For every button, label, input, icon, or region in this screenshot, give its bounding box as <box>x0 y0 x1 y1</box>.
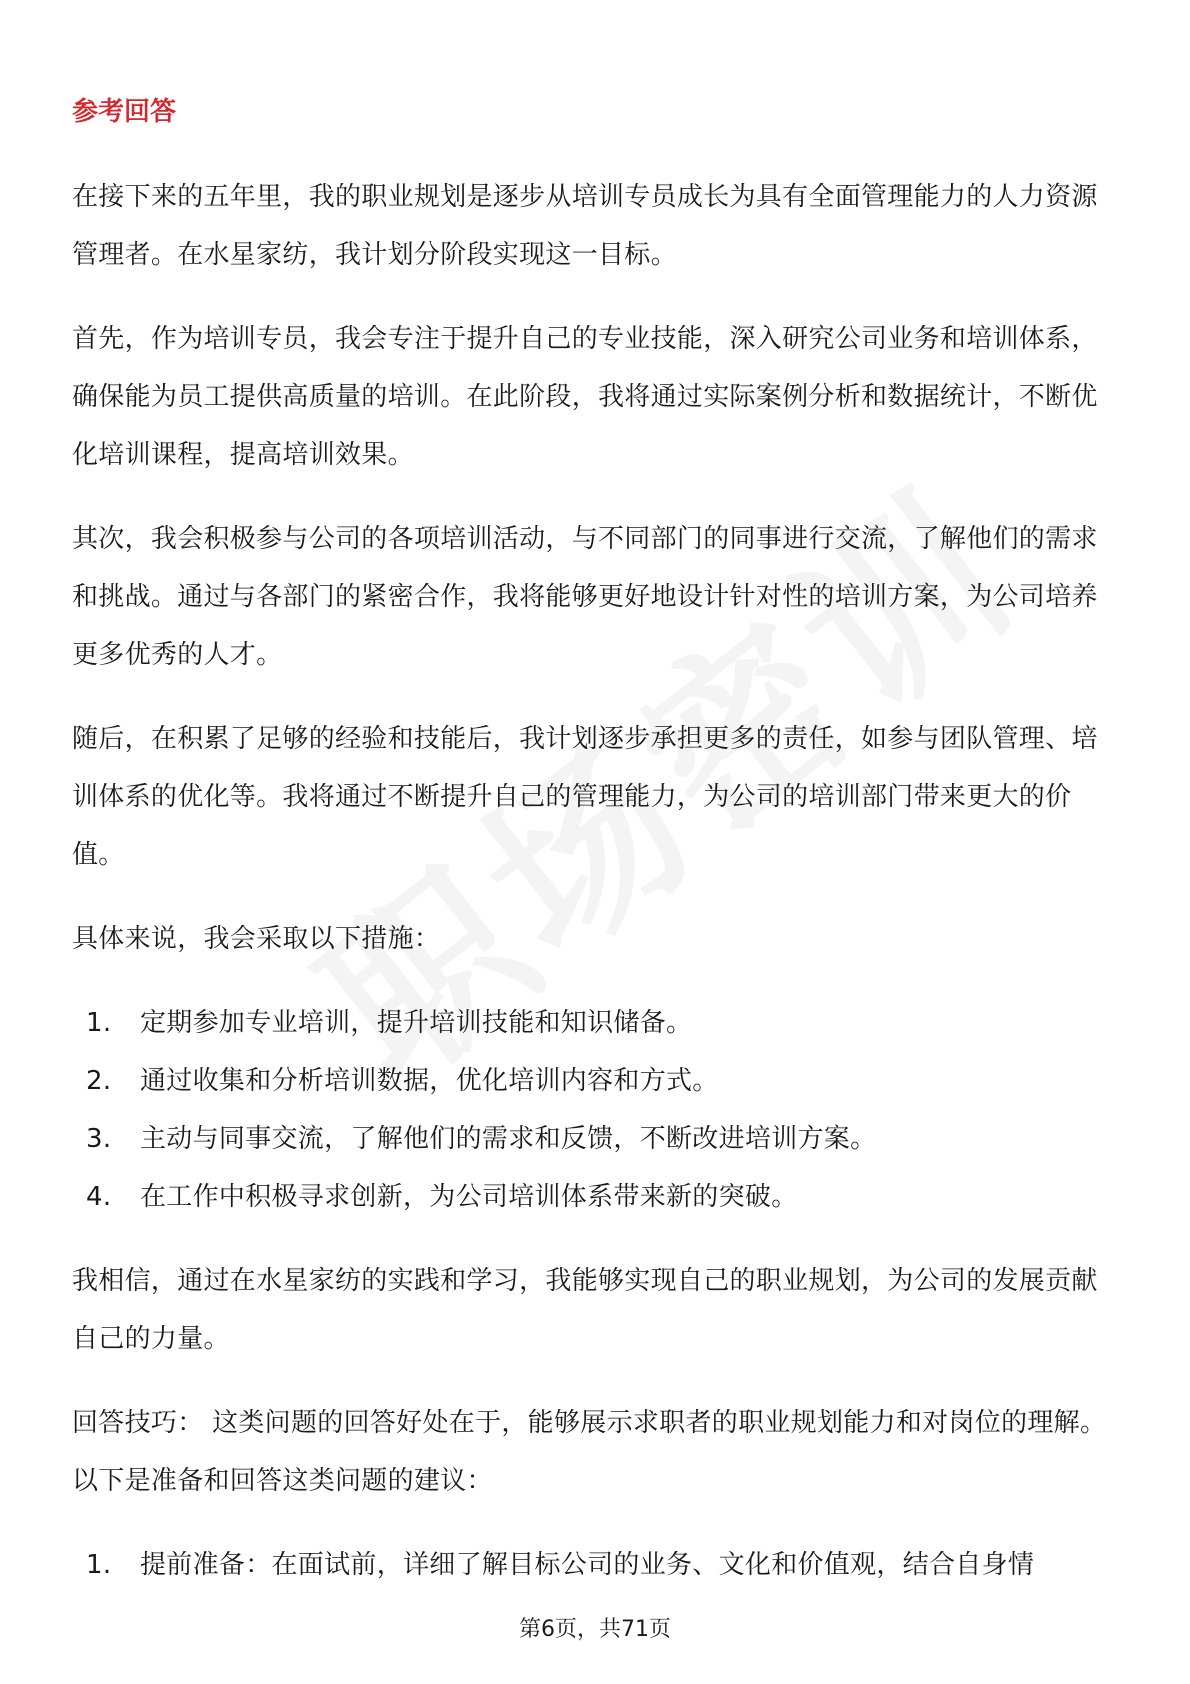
list-number: 1. <box>86 1008 112 1038</box>
section-heading: 参考回答 <box>72 97 177 127</box>
paragraph-measures-intro: 具体来说，我会采取以下措施： <box>72 924 441 954</box>
paragraph-then: 随后，在积累了足够的经验和技能后，我计划逐步承担更多的责任，如参与团队管理、培训体系的优化等。我将通过不断提升自己的管理能力，为公司的培训部门带来更大的价值。 <box>72 724 1098 870</box>
list-text: 在工作中积极寻求创新，为公司培训体系带来新的突破。 <box>140 1182 798 1212</box>
list-number: 4. <box>86 1182 112 1212</box>
list-item <box>72 1536 1122 1594</box>
list-text: 定期参加专业培训，提升培训技能和知识储备。 <box>140 1008 693 1038</box>
list-item <box>72 1110 1122 1168</box>
list-item <box>72 1052 1122 1110</box>
list-item <box>72 994 1122 1052</box>
document-content <box>72 86 1122 1620</box>
list-item <box>72 1168 1122 1226</box>
paragraph-second: 其次，我会积极参与公司的各项培训活动，与不同部门的同事进行交流，了解他们的需求和挑战。通过与各部门的紧密合作，我将能够更好地设计针对性的培训方案，为公司培养更多优秀的人才。 <box>72 524 1098 670</box>
list-number: 1. <box>86 1550 112 1580</box>
list-text: 提前准备：在面试前，详细了解目标公司的业务、文化和价值观，结合自身情 <box>140 1550 1035 1580</box>
list-number: 2. <box>86 1066 112 1096</box>
list-text: 主动与同事交流，了解他们的需求和反馈，不断改进培训方案。 <box>140 1124 877 1154</box>
list-text: 通过收集和分析培训数据，优化培训内容和方式。 <box>140 1066 719 1096</box>
paragraph-intro: 在接下来的五年里，我的职业规划是逐步从培训专员成长为具有全面管理能力的人力资源管理者。在水星家纺，我计划分阶段实现这一目标。 <box>72 182 1098 270</box>
list-number: 3. <box>86 1124 112 1154</box>
paragraph-tips-intro: 回答技巧： 这类问题的回答好处在于，能够展示求职者的职业规划能力和对岗位的理解。以下是准备和回答这类问题的建议： <box>72 1408 1107 1496</box>
page-footer: 第6页，共71页 <box>519 1617 671 1642</box>
tips-list <box>72 1536 1122 1594</box>
measures-list <box>72 994 1122 1226</box>
paragraph-first: 首先，作为培训专员，我会专注于提升自己的专业技能，深入研究公司业务和培训体系，确保能为员工提供高质量的培训。在此阶段，我将通过实际案例分析和数据统计，不断优化培训课程，提高培训效果。 <box>72 324 1098 470</box>
paragraph-conclusion: 我相信，通过在水星家纺的实践和学习，我能够实现自己的职业规划，为公司的发展贡献自己的力量。 <box>72 1266 1098 1354</box>
